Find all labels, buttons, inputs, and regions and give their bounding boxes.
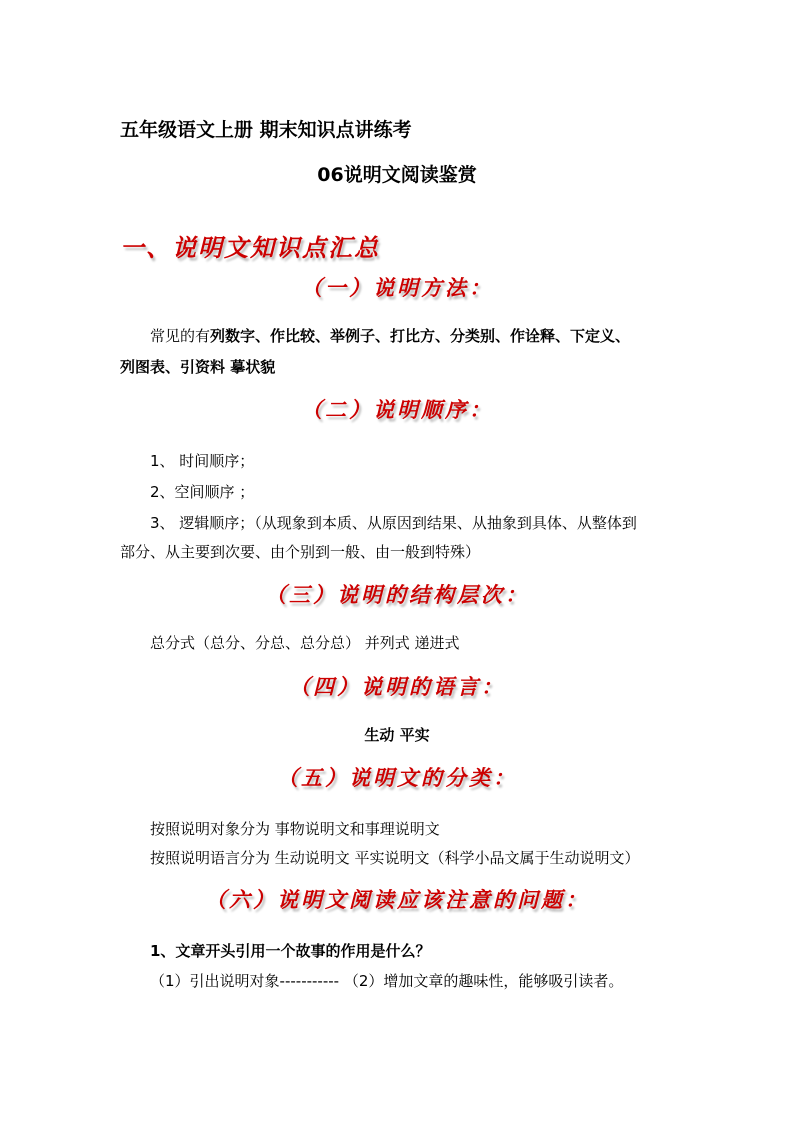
methods-line-1 [150, 326, 630, 346]
classification-line-2: 按照说明语言分为 生动说明文 平实说明文（科学小品文属于生动说明文） [150, 849, 640, 867]
methods-line-1-prefix: 常见的有 [150, 327, 211, 345]
subheading-order: （二）说明顺序： [301, 397, 493, 422]
order-item-1: 1、 时间顺序； [150, 452, 255, 470]
subheading-language: （四）说明的语言： [289, 674, 505, 699]
classification-line-1: 按照说明对象分为 事物说明文和事理说明文 [150, 820, 440, 838]
section-heading-summary: 一、说明文知识点汇总 [120, 233, 380, 262]
order-item-2: 2、空间顺序 ； [150, 483, 255, 501]
order-item-3-continued: 部分、从主要到次要、由个别到一般、由一般到特殊） [120, 543, 481, 561]
methods-line-1-list: 列数字、作比较、举例子、打比方、分类别、作诠释、下定义、 [210, 327, 631, 345]
order-item-3: 3、 逻辑顺序；（从现象到本质、从原因到结果、从抽象到具体、从整体到 [150, 514, 637, 532]
subheading-methods: （一）说明方法： [301, 275, 493, 300]
subheading-classification: （五）说明文的分类： [277, 765, 517, 790]
methods-line-2: 列图表、引资料 摹状貌 [120, 358, 276, 376]
subheading-reading-notes: （六）说明文阅读应该注意的问题： [205, 887, 589, 912]
structure-text: 总分式（总分、分总、总分总） 并列式 递进式 [150, 634, 460, 652]
question-1: 1、文章开头引用一个故事的作用是什么？ [150, 942, 431, 960]
language-text: 生动 平实 [364, 726, 430, 744]
answer-1: （1）引出说明对象----------- （2）增加文章的趣味性，能够吸引读者。 [150, 972, 624, 990]
document-subtitle: 06说明文阅读鉴赏 [317, 164, 477, 186]
document-title: 五年级语文上册 期末知识点讲练考 [120, 119, 412, 141]
subheading-structure: （三）说明的结构层次： [265, 582, 529, 607]
